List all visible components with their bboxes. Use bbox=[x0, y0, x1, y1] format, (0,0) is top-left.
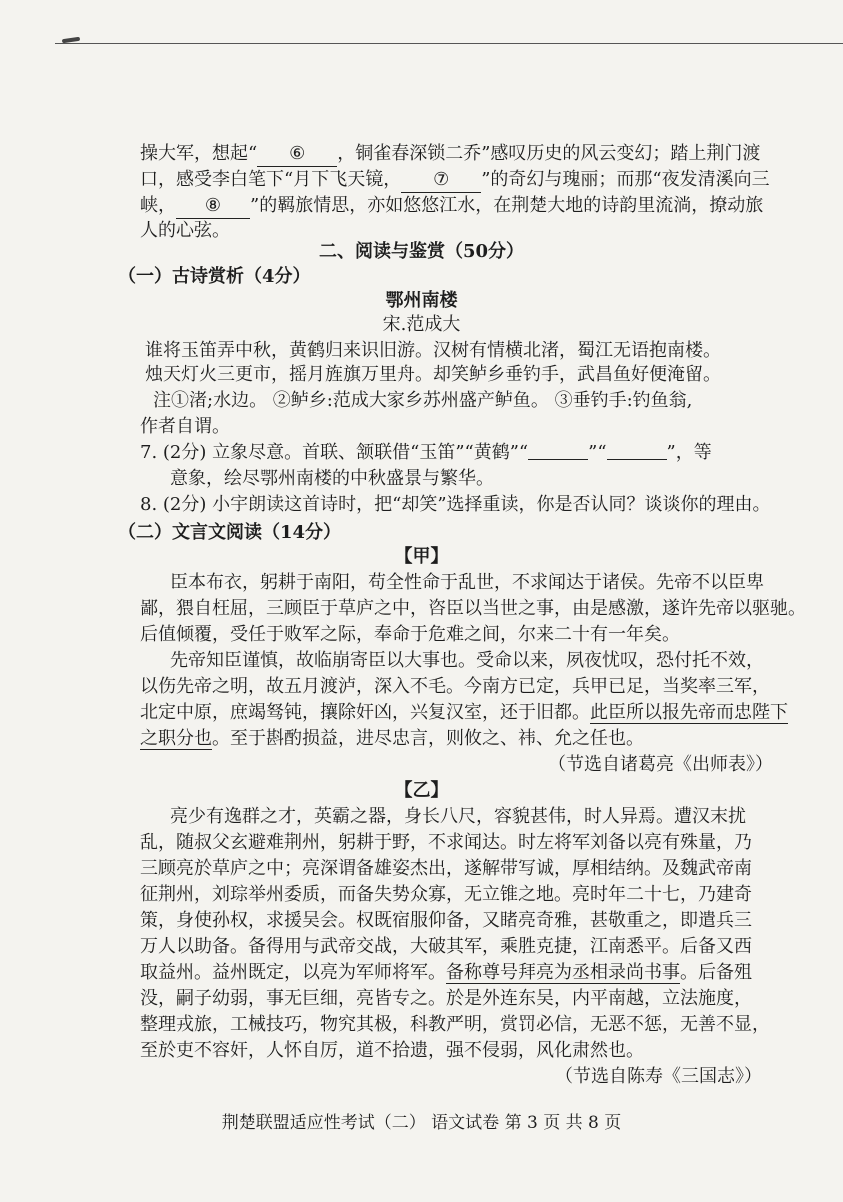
blank-8[interactable]: ⑧ bbox=[176, 192, 250, 219]
jia-underlined-sentence-a: 此臣所以报先帝而忠陛下 bbox=[590, 702, 788, 723]
yi-line-6: 万人以助备。备得用与武帝交战，大破其军，乘胜克捷，江南悉平。后备又西 bbox=[140, 936, 752, 957]
intro-line-1: 操大军，想起“ ⑥ ，铜雀春深锁二乔”感叹历史的风云变幻；踏上荆门渡 bbox=[140, 140, 760, 167]
poem-author: 宋.范成大 bbox=[382, 314, 461, 335]
jia-line-6: 北定中原，庶竭驽钝，攘除奸凶，兴复汉室，还于旧都。此臣所以报先帝而忠陛下 bbox=[140, 702, 788, 723]
yi-line-8: 没，嗣子幼弱，事无巨细，亮皆专之。於是外连东吴，内平南越，立法施度， bbox=[140, 988, 752, 1009]
yi-line-10: 至於吏不容奸，人怀自厉，道不拾遗，强不侵弱，风化肃然也。 bbox=[140, 1040, 644, 1061]
passage-jia-title: 【甲】 bbox=[394, 546, 449, 567]
passage-yi-title: 【乙】 bbox=[394, 780, 449, 801]
q7-blank-2[interactable] bbox=[607, 441, 667, 460]
yi-line-4: 征荆州，刘琮举州委质，而备失势众寡，无立锥之地。亮时年二十七，乃建奇 bbox=[140, 884, 752, 905]
blank-6[interactable]: ⑥ bbox=[257, 140, 337, 167]
poem-section-label: （一）古诗赏析（4分） bbox=[118, 266, 311, 287]
jia-underlined-sentence-b: 之职分也 bbox=[140, 728, 212, 749]
jia-line-4: 先帝知臣谨慎，故临崩寄臣以大事也。受命以来，夙夜忧叹，恐付托不效， bbox=[170, 650, 764, 671]
intro-line-3: 峡， ⑧ ”的羁旅情思，亦如悠悠江水，在荆楚大地的诗韵里流淌，撩动旅 bbox=[140, 192, 763, 219]
poem-note-1: 注①渚;水边。 ②鲈乡:范成大家乡苏州盛产鲈鱼。 ③垂钓手:钓鱼翁, bbox=[153, 390, 693, 411]
page-footer: 荆楚联盟适应性考试（二） 语文试卷 第 3 页 共 8 页 bbox=[221, 1113, 622, 1133]
yi-underlined-sentence: 备称尊号拜亮为丞相录尚书事 bbox=[446, 962, 680, 983]
poem-note-2: 作者自谓。 bbox=[140, 416, 230, 437]
jia-line-2: 鄙，猥自枉屈，三顾臣于草庐之中，咨臣以当世之事，由是感激，遂许先帝以驱驰。 bbox=[140, 598, 806, 619]
yi-line-9: 整理戎旅，工械技巧，物究其极，科教严明，赏罚必信，无恶不惩，无善不显， bbox=[140, 1014, 770, 1035]
yi-source: （节选自陈寿《三国志》） bbox=[555, 1066, 762, 1087]
poem-title: 鄂州南楼 bbox=[385, 290, 458, 311]
question-7-cont: 意象，绘尽鄂州南楼的中秋盛景与繁华。 bbox=[170, 468, 494, 489]
classical-section-label: （二）文言文阅读（14分） bbox=[118, 522, 342, 543]
yi-line-3: 三顾亮於草庐之中；亮深谓备雄姿杰出，遂解带写诚，厚相结纳。及魏武帝南 bbox=[140, 858, 752, 879]
yi-line-5: 策，身使孙权，求援吴会。权既宿服仰备，又睹亮奇雅，甚敬重之，即遣兵三 bbox=[140, 910, 752, 931]
q7-blank-1[interactable] bbox=[528, 441, 588, 460]
poem-line-2: 烛天灯火三更市，摇月旌旗万里舟。却笑鲈乡垂钓手，武昌鱼好便淹留。 bbox=[145, 364, 721, 385]
intro-line-2: 口，感受李白笔下“月下飞天镜， ⑦ ”的奇幻与瑰丽；而那“夜发清溪向三 bbox=[140, 166, 770, 193]
question-7: 7. (2分) 立象尽意。首联、颔联借“玉笛”“黄鹤”“ ”“ ”，等 bbox=[140, 442, 712, 463]
question-8: 8. (2分) 小宇朗读这首诗时，把“却笑”选择重读，你是否认同？谈谈你的理由。 bbox=[140, 494, 771, 515]
yi-line-1: 亮少有逸群之才，英霸之器，身长八尺，容貌甚伟，时人异焉。遭汉末扰 bbox=[170, 806, 746, 827]
jia-line-1: 臣本布衣，躬耕于南阳，苟全性命于乱世，不求闻达于诸侯。先帝不以臣卑 bbox=[170, 572, 764, 593]
jia-line-5: 以伤先帝之明，故五月渡泸，深入不毛。今南方已定，兵甲已足，当奖率三军， bbox=[140, 676, 770, 697]
intro-line-4: 人的心弦。 bbox=[140, 220, 230, 241]
yi-line-7: 取益州。益州既定，以亮为军师将军。备称尊号拜亮为丞相录尚书事。后备殂 bbox=[140, 962, 752, 983]
yi-line-2: 乱，随叔父玄避难荆州，躬耕于野，不求闻达。时左将军刘备以亮有殊量，乃 bbox=[140, 832, 752, 853]
jia-source: （节选自诸葛亮《出师表》） bbox=[548, 754, 773, 775]
section-2-title: 二、阅读与鉴赏（50分） bbox=[318, 241, 525, 262]
jia-line-3: 后值倾覆，受任于败军之际，奉命于危难之间，尔来二十有一年矣。 bbox=[140, 624, 680, 645]
jia-line-7: 之职分也。至于斟酌损益，进尽忠言，则攸之、祎、允之任也。 bbox=[140, 728, 644, 749]
blank-7[interactable]: ⑦ bbox=[401, 166, 481, 193]
poem-line-1: 谁将玉笛弄中秋，黄鹤归来识旧游。汉树有情横北渚，蜀江无语抱南楼。 bbox=[145, 340, 721, 361]
